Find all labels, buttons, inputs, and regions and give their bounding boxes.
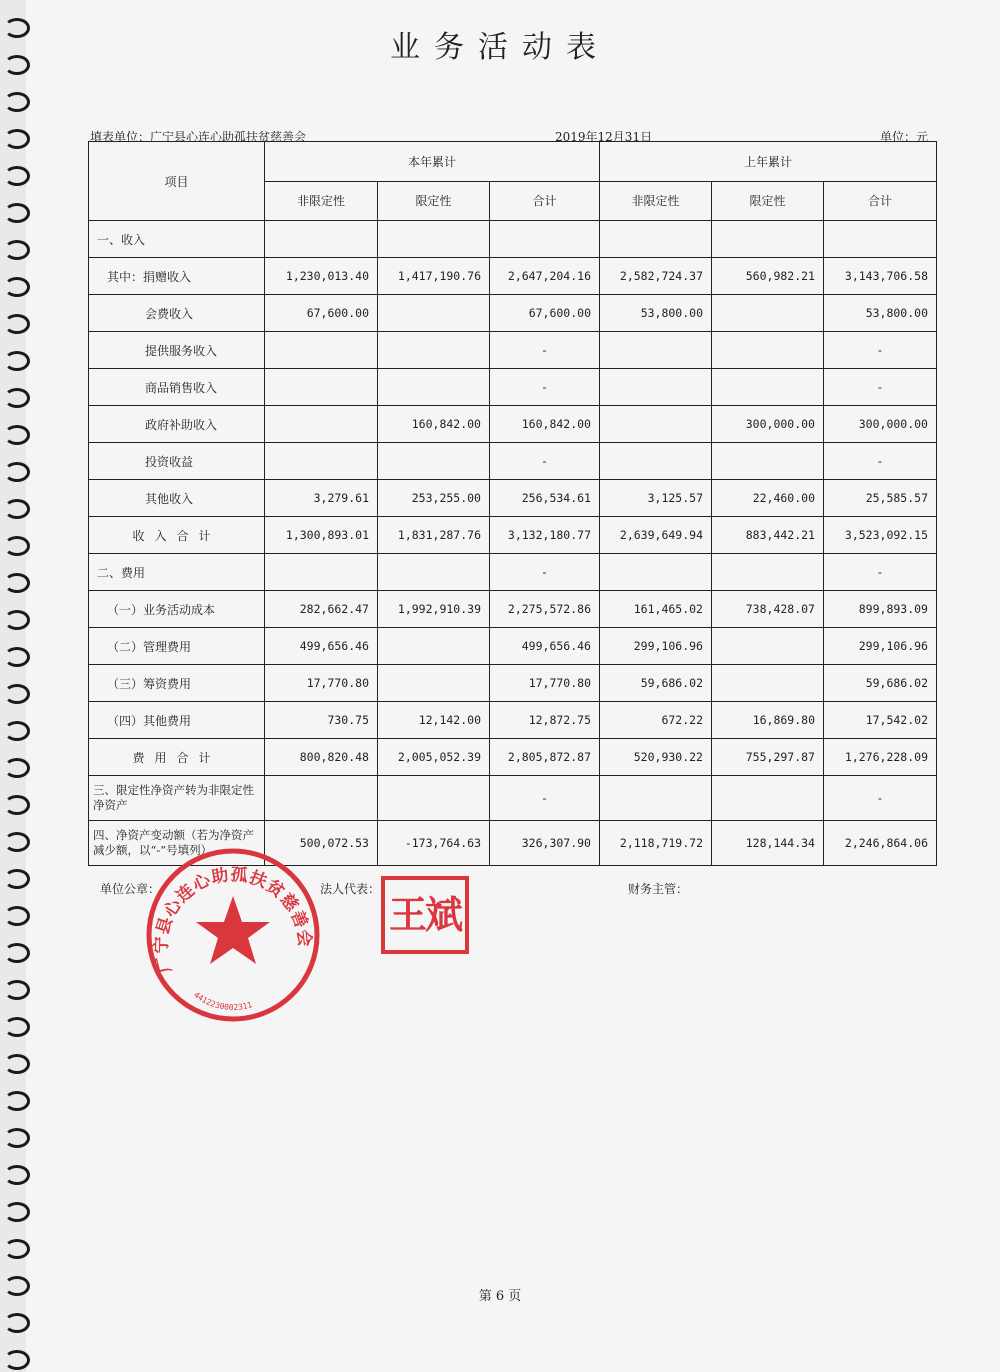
value-cell: 59,686.02 — [600, 665, 712, 702]
currency-unit: 单位：元 — [880, 130, 929, 144]
value-cell — [712, 295, 824, 332]
binding-ring — [4, 906, 30, 926]
spiral-binding — [0, 0, 30, 1372]
value-cell — [378, 443, 490, 480]
table-row — [89, 295, 937, 332]
value-cell — [265, 332, 378, 369]
value-cell: 326,307.90 — [490, 821, 600, 866]
table-row — [89, 221, 937, 258]
row-label: （四）其他费用 — [89, 702, 265, 739]
value-cell — [378, 776, 490, 821]
value-cell: 2,275,572.86 — [490, 591, 600, 628]
value-cell — [712, 776, 824, 821]
value-cell — [600, 369, 712, 406]
row-label: 收入合计 — [89, 517, 265, 554]
binding-ring — [4, 795, 30, 815]
binding-ring — [4, 129, 30, 149]
row-label: （一）业务活动成本 — [89, 591, 265, 628]
organization-seal — [144, 846, 322, 1024]
value-cell: 16,869.80 — [712, 702, 824, 739]
value-cell: - — [490, 554, 600, 591]
binding-ring — [4, 832, 30, 852]
table-row — [89, 369, 937, 406]
finance-head-label: 财务主管： — [628, 882, 689, 896]
binding-ring — [4, 240, 30, 260]
binding-ring — [4, 425, 30, 445]
binding-ring — [4, 943, 30, 963]
value-cell — [824, 221, 937, 258]
value-cell — [265, 369, 378, 406]
value-cell: 2,639,649.94 — [600, 517, 712, 554]
table-row — [89, 258, 937, 295]
page-title: 业务活动表 — [390, 30, 610, 65]
row-label: 商品销售收入 — [89, 369, 265, 406]
header-cur-unrestricted: 非限定性 — [265, 181, 378, 221]
value-cell: 12,142.00 — [378, 702, 490, 739]
table-row — [89, 702, 937, 739]
value-cell: - — [824, 369, 937, 406]
value-cell — [712, 369, 824, 406]
binding-ring — [4, 1313, 30, 1333]
binding-ring — [4, 610, 30, 630]
value-cell: 128,144.34 — [712, 821, 824, 866]
value-cell: -173,764.63 — [378, 821, 490, 866]
value-cell: 1,831,287.76 — [378, 517, 490, 554]
header-cur-total: 合计 — [490, 181, 600, 221]
value-cell — [378, 628, 490, 665]
value-cell: 17,770.80 — [265, 665, 378, 702]
binding-ring — [4, 1239, 30, 1259]
binding-ring — [4, 684, 30, 704]
value-cell — [490, 221, 600, 258]
value-cell: 500,072.53 — [265, 821, 378, 866]
filing-unit-label: 填表单位： — [90, 130, 151, 144]
value-cell: - — [490, 776, 600, 821]
value-cell: 160,842.00 — [490, 406, 600, 443]
value-cell — [378, 295, 490, 332]
value-cell: - — [824, 443, 937, 480]
value-cell: 17,542.02 — [824, 702, 937, 739]
value-cell: 520,930.22 — [600, 739, 712, 776]
value-cell: 299,106.96 — [600, 628, 712, 665]
value-cell: 67,600.00 — [265, 295, 378, 332]
value-cell — [712, 332, 824, 369]
binding-ring — [4, 277, 30, 297]
binding-ring — [4, 388, 30, 408]
header-current-year: 本年累计 — [265, 142, 600, 182]
table-row — [89, 591, 937, 628]
value-cell: 160,842.00 — [378, 406, 490, 443]
value-cell — [378, 221, 490, 258]
row-label: 其他收入 — [89, 480, 265, 517]
value-cell: 2,805,872.87 — [490, 739, 600, 776]
binding-ring — [4, 1091, 30, 1111]
value-cell — [600, 554, 712, 591]
value-cell: 1,276,228.09 — [824, 739, 937, 776]
value-cell: - — [824, 554, 937, 591]
value-cell — [265, 443, 378, 480]
value-cell — [712, 665, 824, 702]
row-label: 提供服务收入 — [89, 332, 265, 369]
binding-ring — [4, 314, 30, 334]
value-cell — [265, 554, 378, 591]
binding-ring — [4, 1054, 30, 1074]
binding-ring — [4, 573, 30, 593]
binding-ring — [4, 869, 30, 889]
table-row — [89, 776, 937, 821]
table-row — [89, 665, 937, 702]
value-cell: 53,800.00 — [600, 295, 712, 332]
seal-code: 4412230002311 — [192, 990, 254, 1013]
row-label: 投资收益 — [89, 443, 265, 480]
value-cell: 2,118,719.72 — [600, 821, 712, 866]
value-cell: - — [824, 332, 937, 369]
binding-ring — [4, 166, 30, 186]
value-cell: 12,872.75 — [490, 702, 600, 739]
row-label: 一、收入 — [89, 221, 265, 258]
table-row — [89, 517, 937, 554]
value-cell: 1,992,910.39 — [378, 591, 490, 628]
table-row — [89, 554, 937, 591]
row-label: 四、净资产变动额（若为净资产减少额，以“-”号填列） — [89, 821, 265, 866]
legal-rep-label: 法人代表： — [320, 882, 381, 896]
stamp-name: 王斌 — [388, 893, 461, 937]
binding-ring — [4, 499, 30, 519]
binding-ring — [4, 203, 30, 223]
value-cell: 161,465.02 — [600, 591, 712, 628]
unit-seal-label: 单位公章： — [100, 882, 161, 896]
value-cell: 3,132,180.77 — [490, 517, 600, 554]
binding-ring — [4, 647, 30, 667]
value-cell: 300,000.00 — [824, 406, 937, 443]
seal-star-icon — [196, 896, 270, 964]
value-cell — [378, 332, 490, 369]
value-cell: 2,005,052.39 — [378, 739, 490, 776]
binding-ring — [4, 351, 30, 371]
binding-ring — [4, 1128, 30, 1148]
value-cell: 17,770.80 — [490, 665, 600, 702]
value-cell: 282,662.47 — [265, 591, 378, 628]
value-cell: 3,125.57 — [600, 480, 712, 517]
value-cell — [712, 554, 824, 591]
value-cell: - — [824, 776, 937, 821]
value-cell — [265, 406, 378, 443]
value-cell: 1,300,893.01 — [265, 517, 378, 554]
value-cell: - — [490, 443, 600, 480]
value-cell: 2,582,724.37 — [600, 258, 712, 295]
value-cell — [600, 406, 712, 443]
binding-ring — [4, 758, 30, 778]
value-cell: 1,230,013.40 — [265, 258, 378, 295]
header-item: 项目 — [89, 142, 265, 221]
table-row — [89, 739, 937, 776]
value-cell — [600, 443, 712, 480]
row-label: 二、费用 — [89, 554, 265, 591]
value-cell — [378, 665, 490, 702]
binding-ring — [4, 462, 30, 482]
header-prev-total: 合计 — [824, 181, 937, 221]
binding-ring — [4, 92, 30, 112]
filing-unit-name: 广宁县心连心助孤扶贫慈善会 — [150, 130, 307, 144]
binding-ring — [4, 721, 30, 741]
legal-rep-name-stamp — [381, 876, 469, 954]
binding-ring — [4, 1017, 30, 1037]
value-cell — [712, 628, 824, 665]
binding-ring — [4, 1165, 30, 1185]
value-cell: 3,523,092.15 — [824, 517, 937, 554]
value-cell: 299,106.96 — [824, 628, 937, 665]
value-cell: 499,656.46 — [265, 628, 378, 665]
value-cell: 300,000.00 — [712, 406, 824, 443]
value-cell: 800,820.48 — [265, 739, 378, 776]
value-cell — [265, 221, 378, 258]
row-label: 会费收入 — [89, 295, 265, 332]
report-date: 2019年12月31日 — [555, 130, 653, 144]
row-label: （二）管理费用 — [89, 628, 265, 665]
value-cell: 53,800.00 — [824, 295, 937, 332]
value-cell: 899,893.09 — [824, 591, 937, 628]
value-cell: 253,255.00 — [378, 480, 490, 517]
table-row — [89, 406, 937, 443]
value-cell: 3,143,706.58 — [824, 258, 937, 295]
header-prev-restricted: 限定性 — [712, 181, 824, 221]
value-cell — [600, 221, 712, 258]
row-label: （三）筹资费用 — [89, 665, 265, 702]
value-cell: 1,417,190.76 — [378, 258, 490, 295]
value-cell — [712, 221, 824, 258]
row-label: 费用合计 — [89, 739, 265, 776]
page-number: 第 6 页 — [478, 1289, 522, 1304]
svg-text:4412230002311 — [192, 990, 253, 1012]
value-cell: 256,534.61 — [490, 480, 600, 517]
value-cell: 25,585.57 — [824, 480, 937, 517]
value-cell — [378, 369, 490, 406]
binding-ring — [4, 980, 30, 1000]
value-cell: 3,279.61 — [265, 480, 378, 517]
value-cell: 2,246,864.06 — [824, 821, 937, 866]
value-cell: - — [490, 369, 600, 406]
row-label: 三、限定性净资产转为非限定性净资产 — [89, 776, 265, 821]
value-cell — [712, 443, 824, 480]
value-cell: 755,297.87 — [712, 739, 824, 776]
value-cell: 672.22 — [600, 702, 712, 739]
binding-ring — [4, 1350, 30, 1370]
value-cell: 22,460.00 — [712, 480, 824, 517]
value-cell: 883,442.21 — [712, 517, 824, 554]
header-cur-restricted: 限定性 — [378, 181, 490, 221]
row-label: 政府补助收入 — [89, 406, 265, 443]
table-row — [89, 332, 937, 369]
value-cell: 67,600.00 — [490, 295, 600, 332]
table-row — [89, 443, 937, 480]
value-cell: 59,686.02 — [824, 665, 937, 702]
value-cell: 560,982.21 — [712, 258, 824, 295]
business-activity-table — [88, 141, 937, 866]
row-label: 其中：捐赠收入 — [89, 258, 265, 295]
binding-ring — [4, 536, 30, 556]
binding-ring — [4, 1202, 30, 1222]
table-body — [89, 221, 937, 866]
value-cell: 2,647,204.16 — [490, 258, 600, 295]
table-row — [89, 480, 937, 517]
header-prev-unrestricted: 非限定性 — [600, 181, 712, 221]
seal-org-name: 广宁县心连心助孤扶贫慈善会 — [151, 864, 315, 975]
value-cell — [600, 332, 712, 369]
value-cell: 730.75 — [265, 702, 378, 739]
value-cell: 499,656.46 — [490, 628, 600, 665]
value-cell — [378, 554, 490, 591]
value-cell — [265, 776, 378, 821]
header-previous-year: 上年累计 — [600, 142, 937, 182]
value-cell — [600, 776, 712, 821]
value-cell: 738,428.07 — [712, 591, 824, 628]
table-row — [89, 628, 937, 665]
value-cell: - — [490, 332, 600, 369]
